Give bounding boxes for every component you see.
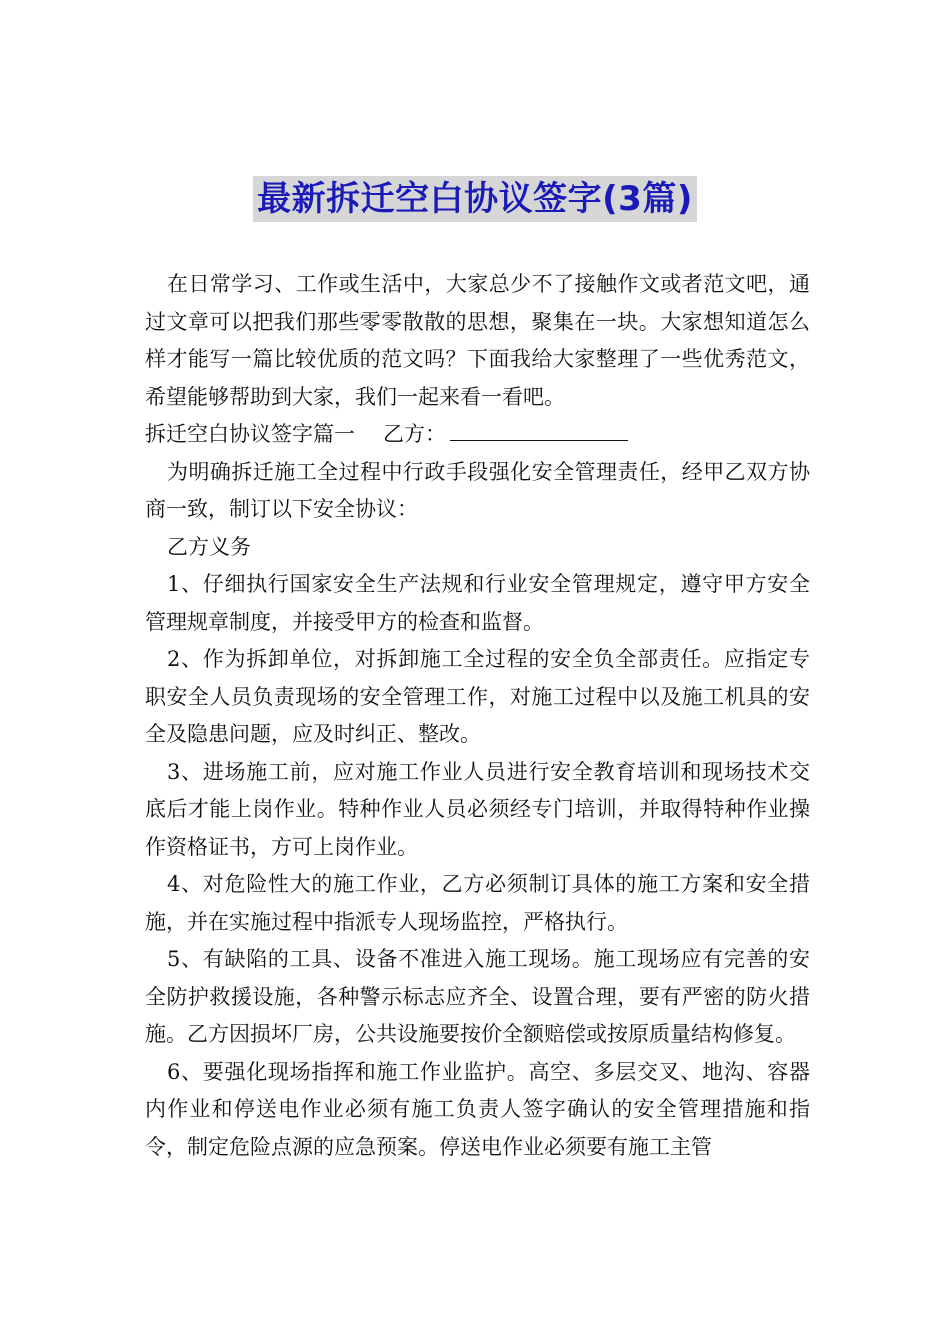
- duties-heading: 乙方义务: [167, 534, 251, 559]
- list-item: 5、有缺陷的工具、设备不准进入施工现场。施工现场应有完善的安全防护救援设施，各种警示标志应齐全、设置合理，要有严密的防火措施。乙方因损坏厂房，公共设施要按价全额赔偿或按原质量结构修复。: [145, 947, 810, 1046]
- list-item: 3、进场施工前，应对施工作业人员进行安全教育培训和现场技术交底后才能上岗作业。特种作业人员必须经专门培训，并取得特种作业操作资格证书，方可上岗作业。: [145, 759, 810, 859]
- title-container: [0, 176, 950, 222]
- list-item: 6、要强化现场指挥和施工作业监护。高空、多层交叉、地沟、容器内作业和停送电作业必须有施工负责人签字确认的安全管理措施和指令，制定危险点源的应急预案。停送电作业必须要有施工主管: [145, 1059, 810, 1159]
- party-b-label: 乙方：: [383, 422, 446, 446]
- intro-paragraph: 在日常学习、工作或生活中，大家总少不了接触作文或者范文吧，通过文章可以把我们那些零零散散的思想，聚集在一块。大家想知道怎么样才能写一篇比较优质的范文吗？下面我给大家整理了一些优秀范文，希望能够帮助到大家，我们一起来看一看吧。: [145, 272, 810, 409]
- list-item: 4、对危险性大的施工作业，乙方必须制订具体的施工方案和安全措施，并在实施过程中指派专人现场监控，严格执行。: [145, 872, 810, 934]
- list-item: 1、仔细执行国家安全生产法规和行业安全管理规定，遵守甲方安全管理规章制度，并接受甲方的检查和监督。: [145, 572, 810, 634]
- purpose-paragraph: 为明确拆迁施工全过程中行政手段强化安全管理责任，经甲乙双方协商一致，制订以下安全协议：: [145, 459, 810, 521]
- list-item: 2、作为拆卸单位，对拆卸施工全过程的安全负全部责任。应指定专职安全人员负责现场的安全管理工作，对施工过程中以及施工机具的安全及隐患问题，应及时纠正、整改。: [145, 647, 810, 746]
- document-body: [145, 266, 810, 1166]
- document-title: 最新拆迁空白协议签字(3篇): [253, 176, 697, 222]
- section-heading-line: [145, 416, 810, 454]
- party-b-blank-line: [450, 420, 628, 441]
- section-heading: 拆迁空白协议签字篇一: [145, 422, 355, 446]
